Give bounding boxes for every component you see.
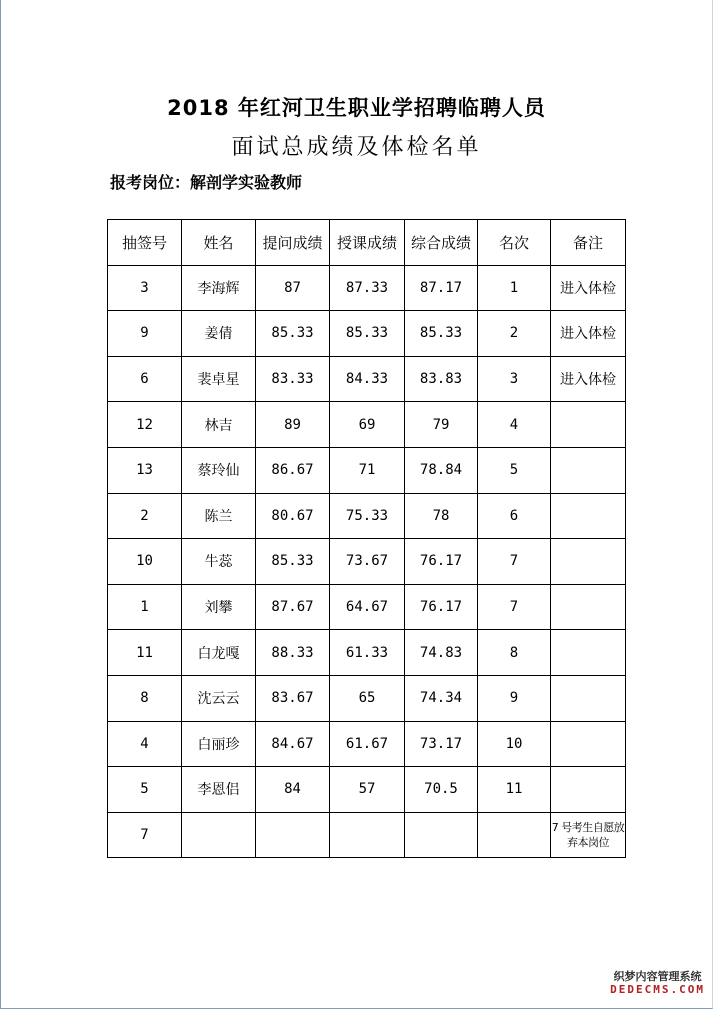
cell-remark [551, 493, 626, 539]
cell-total-score [405, 812, 478, 858]
table-row [108, 721, 626, 767]
cell-name: 李海辉 [182, 265, 256, 311]
cell-teaching-score: 65 [330, 675, 405, 721]
cell-teaching-score: 73.67 [330, 539, 405, 585]
cell-question-score: 88.33 [256, 630, 330, 676]
cell-question-score: 84.67 [256, 721, 330, 767]
cell-teaching-score: 64.67 [330, 584, 405, 630]
cell-question-score: 89 [256, 402, 330, 448]
cell-remark: 进入体检 [551, 356, 626, 402]
cell-remark [551, 630, 626, 676]
table-row [108, 630, 626, 676]
document-title: 2018 年红河卫生职业学招聘临聘人员 [167, 96, 546, 120]
cell-teaching-score: 71 [330, 447, 405, 493]
cell-name: 白丽珍 [182, 721, 256, 767]
cell-draw-number: 3 [108, 265, 182, 311]
table-row [108, 447, 626, 493]
cell-total-score: 78 [405, 493, 478, 539]
cell-draw-number: 12 [108, 402, 182, 448]
cell-draw-number: 5 [108, 767, 182, 813]
header-remark: 备注 [551, 220, 626, 266]
cell-question-score: 80.67 [256, 493, 330, 539]
cell-total-score: 87.17 [405, 265, 478, 311]
cell-rank [478, 812, 551, 858]
cell-teaching-score: 84.33 [330, 356, 405, 402]
cell-question-score: 85.33 [256, 539, 330, 585]
table-header-row [108, 220, 626, 266]
table-row [108, 265, 626, 311]
cell-remark [551, 721, 626, 767]
cell-draw-number: 6 [108, 356, 182, 402]
cell-teaching-score: 69 [330, 402, 405, 448]
cell-rank: 3 [478, 356, 551, 402]
cell-total-score: 85.33 [405, 311, 478, 357]
cell-teaching-score [330, 812, 405, 858]
cell-name: 牛蕊 [182, 539, 256, 585]
position-label: 报考岗位：解剖学实验教师 [110, 173, 303, 192]
cell-remark [551, 447, 626, 493]
cell-total-score: 76.17 [405, 584, 478, 630]
cell-remark [551, 539, 626, 585]
cell-teaching-score: 57 [330, 767, 405, 813]
cell-rank: 2 [478, 311, 551, 357]
cell-question-score: 87 [256, 265, 330, 311]
cell-teaching-score: 61.33 [330, 630, 405, 676]
cell-total-score: 74.83 [405, 630, 478, 676]
table-row [108, 402, 626, 448]
cell-rank: 7 [478, 539, 551, 585]
cell-name: 沈云云 [182, 675, 256, 721]
header-teaching-score: 授课成绩 [330, 220, 405, 266]
cell-name: 陈兰 [182, 493, 256, 539]
cell-draw-number: 10 [108, 539, 182, 585]
cell-question-score: 83.33 [256, 356, 330, 402]
watermark-logo [610, 970, 705, 996]
cell-name: 姜倩 [182, 311, 256, 357]
table-body [108, 265, 626, 858]
cell-name: 林吉 [182, 402, 256, 448]
cell-remark [551, 402, 626, 448]
table-row [108, 356, 626, 402]
cell-total-score: 76.17 [405, 539, 478, 585]
cell-draw-number: 9 [108, 311, 182, 357]
watermark-text-en: DEDECMS.COM [610, 983, 705, 996]
cell-remark: 进入体检 [551, 265, 626, 311]
table-row [108, 767, 626, 813]
cell-draw-number: 2 [108, 493, 182, 539]
cell-rank: 6 [478, 493, 551, 539]
header-question-score: 提问成绩 [256, 220, 330, 266]
cell-draw-number: 13 [108, 447, 182, 493]
cell-total-score: 74.34 [405, 675, 478, 721]
cell-remark [551, 675, 626, 721]
cell-name: 蔡玲仙 [182, 447, 256, 493]
cell-draw-number: 4 [108, 721, 182, 767]
cell-rank: 10 [478, 721, 551, 767]
cell-draw-number: 1 [108, 584, 182, 630]
cell-teaching-score: 75.33 [330, 493, 405, 539]
cell-draw-number: 7 [108, 812, 182, 858]
cell-rank: 4 [478, 402, 551, 448]
cell-question-score [256, 812, 330, 858]
cell-name: 刘攀 [182, 584, 256, 630]
table-row [108, 584, 626, 630]
score-table [107, 219, 626, 858]
header-name: 姓名 [182, 220, 256, 266]
cell-teaching-score: 85.33 [330, 311, 405, 357]
cell-draw-number: 8 [108, 675, 182, 721]
cell-rank: 1 [478, 265, 551, 311]
document-subtitle: 面试总成绩及体检名单 [231, 135, 482, 160]
cell-rank: 7 [478, 584, 551, 630]
cell-question-score: 86.67 [256, 447, 330, 493]
cell-remark [551, 767, 626, 813]
table-row [108, 493, 626, 539]
table-row [108, 812, 626, 858]
cell-name: 李恩侣 [182, 767, 256, 813]
cell-draw-number: 11 [108, 630, 182, 676]
table-row [108, 675, 626, 721]
cell-teaching-score: 61.67 [330, 721, 405, 767]
cell-total-score: 73.17 [405, 721, 478, 767]
watermark-text-cn: 织梦内容管理系统 [613, 970, 702, 983]
header-draw-number: 抽签号 [108, 220, 182, 266]
cell-rank: 11 [478, 767, 551, 813]
cell-question-score: 87.67 [256, 584, 330, 630]
cell-name: 裴卓星 [182, 356, 256, 402]
cell-remark: 进入体检 [551, 311, 626, 357]
cell-total-score: 70.5 [405, 767, 478, 813]
cell-teaching-score: 87.33 [330, 265, 405, 311]
header-rank: 名次 [478, 220, 551, 266]
cell-total-score: 83.83 [405, 356, 478, 402]
cell-name: 白龙嘎 [182, 630, 256, 676]
cell-total-score: 78.84 [405, 447, 478, 493]
cell-remark [551, 584, 626, 630]
cell-total-score: 79 [405, 402, 478, 448]
cell-question-score: 85.33 [256, 311, 330, 357]
cell-remark: 7 号考生自愿放弃本岗位 [551, 812, 626, 858]
cell-question-score: 83.67 [256, 675, 330, 721]
table-row [108, 311, 626, 357]
cell-question-score: 84 [256, 767, 330, 813]
cell-rank: 8 [478, 630, 551, 676]
cell-rank: 5 [478, 447, 551, 493]
header-total-score: 综合成绩 [405, 220, 478, 266]
cell-name [182, 812, 256, 858]
cell-rank: 9 [478, 675, 551, 721]
table-row [108, 539, 626, 585]
